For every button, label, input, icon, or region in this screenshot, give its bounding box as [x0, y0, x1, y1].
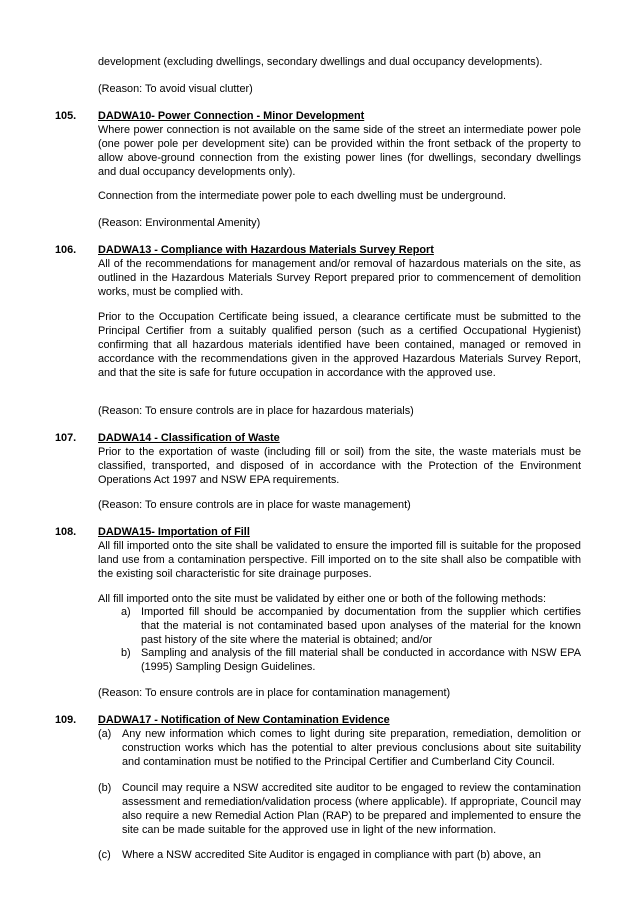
condition-paragraph: Connection from the intermediate power pole to each dwelling must be underground.	[98, 190, 507, 202]
condition-heading: DADWA10- Power Connection - Minor Development	[98, 110, 365, 122]
condition-heading: DADWA17 - Notification of New Contamination Evidence	[98, 714, 390, 726]
intro-reason: (Reason: To avoid visual clutter)	[98, 83, 253, 95]
list-item-marker: (b)	[98, 782, 112, 794]
condition-number: 109.	[55, 714, 77, 726]
list-item: Any new information which comes to light during site preparation, remediation, demolition or construction works which has the potential to alter previous conclusions about site suitability and contamination must be notified to the Principal Certifier and Cumberland City Council.	[122, 728, 581, 768]
condition-heading: DADWA14 - Classification of Waste	[98, 432, 280, 444]
list-item-marker: a)	[121, 606, 131, 618]
list-item: Imported fill should be accompanied by documentation from the supplier which certifies that the material is not contaminated based upon analyses of the material for the known past history of the site where the material is obtained; and/or	[141, 606, 581, 646]
condition-number: 108.	[55, 526, 77, 538]
condition-reason: (Reason: To ensure controls are in place for hazardous materials)	[98, 405, 414, 417]
condition-reason: (Reason: To ensure controls are in place for waste management)	[98, 499, 411, 511]
list-item: Council may require a NSW accredited site auditor to be engaged to review the contamination assessment and remediation/validation process (where applicable). If appropriate, Council may also require a new Remedial Action Plan (RAP) to be prepared and implemented to ensure the site can be made suitable for the approved use in light of the new information.	[122, 782, 581, 836]
condition-reason: (Reason: Environmental Amenity)	[98, 217, 261, 229]
condition-paragraph: Where power connection is not available on the same side of the street an intermediate power pole (one power pole per development site) can be provided within the front setback of the property to allow above-ground connection from the existing power lines (for dwellings, secondary dwellings and dual occupancy developments only).	[98, 124, 581, 178]
list-item-marker: (a)	[98, 728, 112, 740]
intro-continuation: development (excluding dwellings, secondary dwellings and dual occupancy developments).	[98, 56, 543, 68]
condition-paragraph: All fill imported onto the site must be validated by either one or both of the following methods:	[98, 593, 546, 605]
condition-paragraph: Prior to the Occupation Certificate being issued, a clearance certificate must be submitted to the Principal Certifier from a suitably qualified person (such as a certified Occupational Hygienist) confirming that all hazardous materials identified have been contained, managed or removed in accordance with the recommendations given in the approved Hazardous Materials Survey Report, and that the site is safe for future occupation in accordance with the approved use.	[98, 311, 581, 379]
condition-number: 106.	[55, 244, 77, 256]
condition-reason: (Reason: To ensure controls are in place for contamination management)	[98, 687, 451, 699]
list-item: Sampling and analysis of the fill material shall be conducted in accordance with NSW EPA (1995) Sampling Design Guidelines.	[141, 647, 581, 673]
condition-paragraph: All fill imported onto the site shall be validated to ensure the imported fill is suitable for the proposed land use from a contamination perspective. Fill imported on to the site shall also be compatible with the existing soil characteristic for site drainage purposes.	[98, 540, 581, 580]
condition-heading: DADWA15- Importation of Fill	[98, 526, 250, 538]
condition-paragraph: All of the recommendations for management and/or removal of hazardous materials on the site, as outlined in the Hazardous Materials Survey Report prepared prior to commencement of demolition works, must be complied with.	[98, 258, 581, 298]
list-item: Where a NSW accredited Site Auditor is engaged in compliance with part (b) above, an	[122, 849, 541, 861]
condition-number: 107.	[55, 432, 77, 444]
condition-heading: DADWA13 - Compliance with Hazardous Materials Survey Report	[98, 244, 434, 256]
list-item-marker: (c)	[98, 849, 111, 861]
condition-number: 105.	[55, 110, 77, 122]
condition-paragraph: Prior to the exportation of waste (including fill or soil) from the site, the waste materials must be classified, transported, and disposed of in accordance with the Protection of the Environment Operations Act 1997 and NSW EPA requirements.	[98, 446, 581, 486]
list-item-marker: b)	[121, 647, 131, 659]
